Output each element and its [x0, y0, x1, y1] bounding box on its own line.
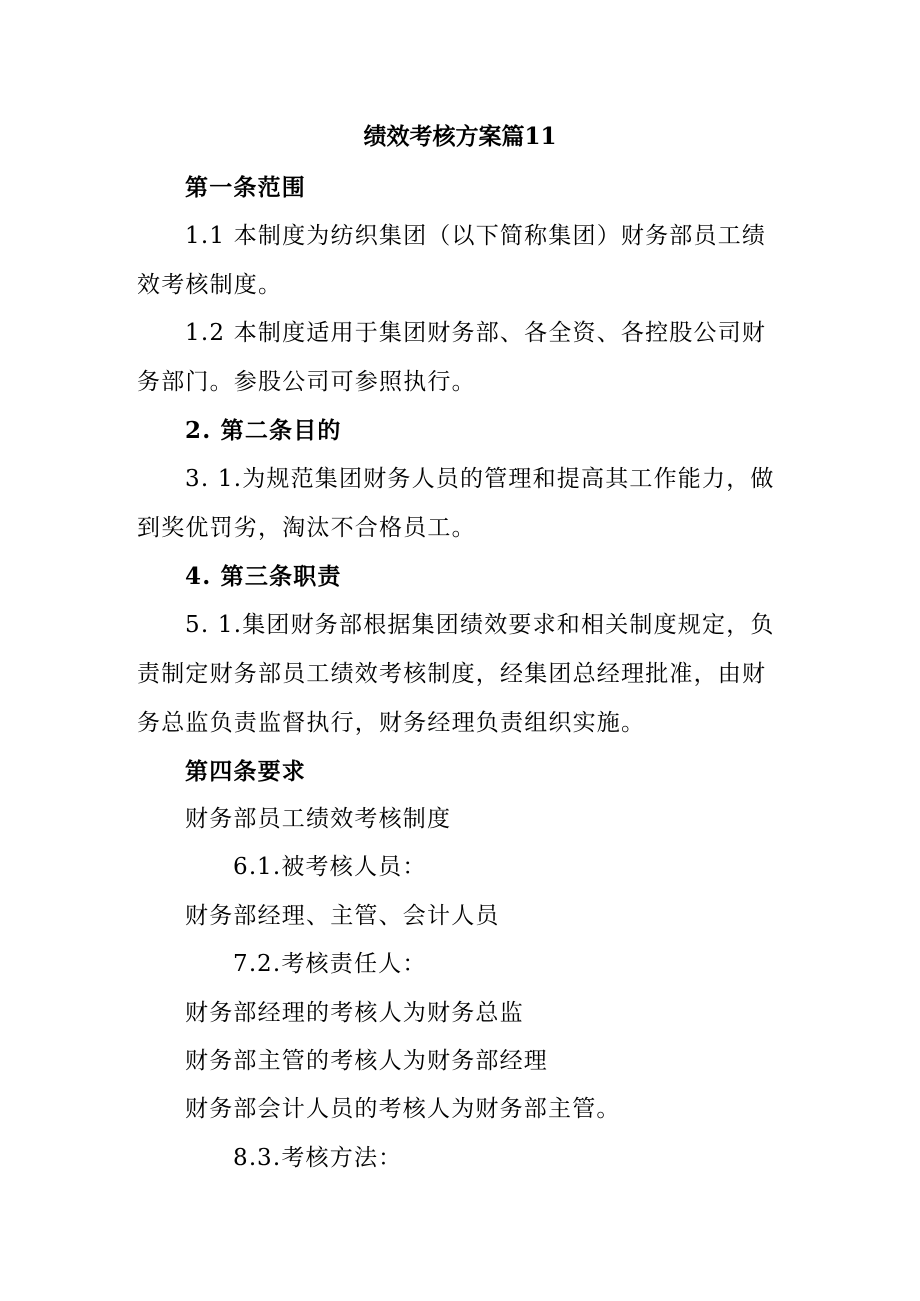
responsibility-line-2: 财务部主管的考核人为财务部经理: [185, 1048, 548, 1074]
paragraph-3-1: 3. 1.为规范集团财务人员的管理和提高其工作能力，做到奖优罚劣，淘汰不合格员工。: [137, 466, 775, 541]
policy-line: 财务部员工绩效考核制度: [185, 806, 452, 832]
item-6: [137, 843, 787, 892]
item-7-number: 7.: [233, 951, 258, 977]
document-title: 绩效考核方案篇11: [363, 123, 557, 150]
paragraph-1-1: 1.1 本制度为纺织集团（以下简称集团）财务部员工绩效考核制度。: [137, 223, 767, 298]
item-7-text: 2.考核责任人：: [257, 951, 427, 977]
responsibility-line-1: 财务部经理的考核人为财务总监: [185, 1000, 524, 1026]
responsibility-line-3: 财务部会计人员的考核人为财务部主管。: [185, 1096, 621, 1122]
section-3-heading: 4. 第三条职责: [185, 563, 342, 590]
paragraph-5-1: 5. 1.集团财务部根据集团绩效要求和相关制度规定，负责制定财务部员工绩效考核制度，经集团总经理批准，由财务总监负责监督执行，财务经理负责组织实施。: [137, 612, 775, 736]
section-2-heading: 2. 第二条目的: [185, 417, 342, 444]
section-1-heading: 第一条范围: [185, 174, 306, 201]
section-4-heading: 第四条要求: [185, 758, 306, 785]
item-8: [137, 1134, 787, 1183]
item-7: [137, 940, 787, 989]
item-6-number: 6.: [233, 854, 258, 880]
paragraph-1-2: 1.2 本制度适用于集团财务部、各全资、各控股公司财务部门。参股公司可参照执行。: [137, 320, 767, 395]
item-6-text: 1.被考核人员：: [257, 854, 427, 880]
item-8-number: 8.: [233, 1145, 258, 1171]
assessed-staff-line: 财务部经理、主管、会计人员: [185, 903, 500, 929]
item-8-text: 3.考核方法：: [257, 1145, 403, 1171]
